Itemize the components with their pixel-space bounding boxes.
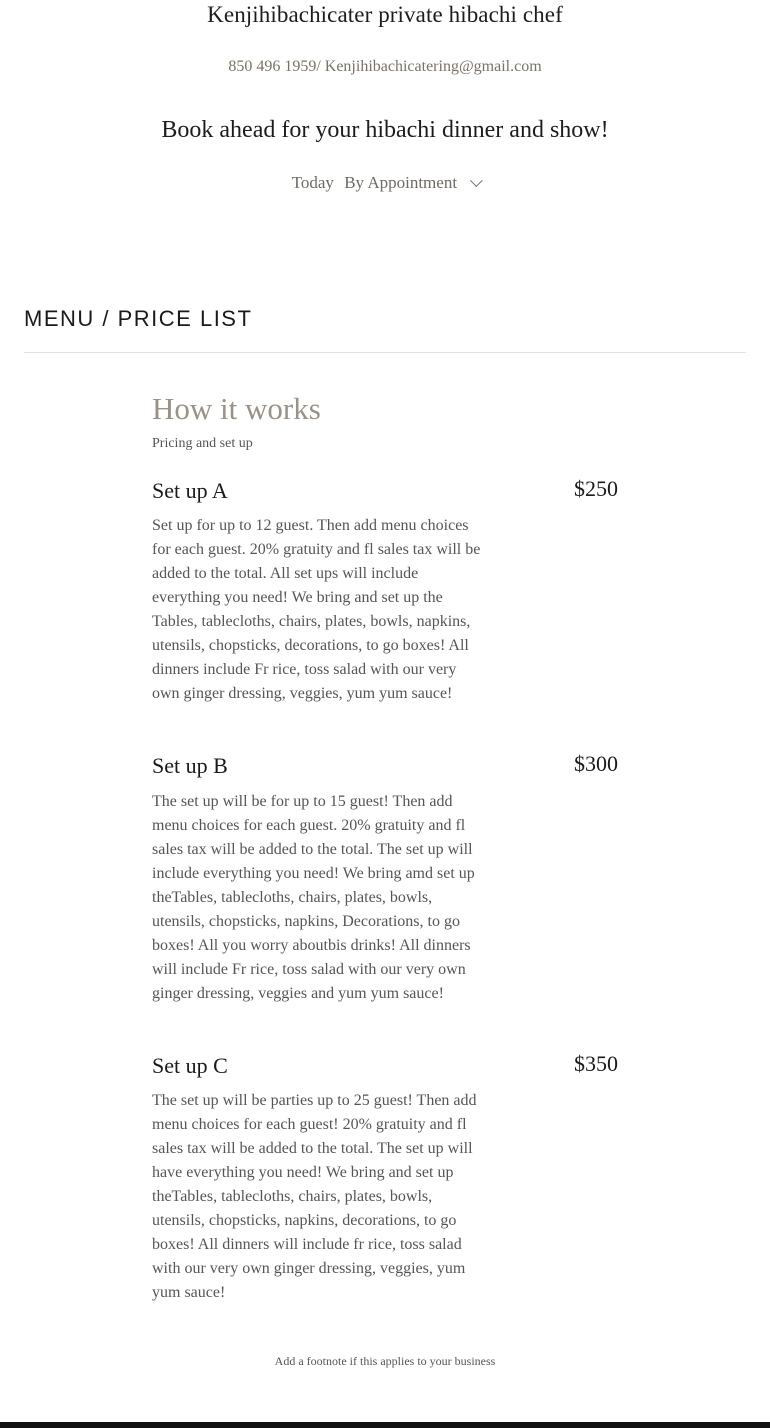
menu-item-price: $300 <box>574 751 618 776</box>
menu-heading: How it works <box>152 391 321 426</box>
menu-footnote: Add a footnote if this applies to your business <box>274 1354 496 1368</box>
bottom-bar <box>0 1422 770 1428</box>
menu-item-description: Set up for up to 12 guest. Then add menu choices for each guest. 20% gratuity and fl sales tax will be added to the total. All set ups will include everything you need! We bring and set up the Tables, tablecloths, chairs, plates, bowls, napkins, utensils, chopsticks, decorations, to go boxes! All dinners include Fr rice, toss salad with our very own ginger dressing, veggies, yum yum sauce! <box>152 517 481 702</box>
menu-item-name: Set up B <box>152 753 228 778</box>
menu-item-price: $350 <box>574 1051 618 1076</box>
menu-item-price: $250 <box>574 476 618 501</box>
section-title: MENU / PRICE LIST <box>24 306 253 331</box>
menu-subheading: Pricing and set up <box>152 436 253 451</box>
hours-dropdown[interactable] <box>0 173 770 193</box>
section-divider <box>24 352 746 353</box>
menu-item-name: Set up A <box>152 478 228 503</box>
contact-line[interactable]: 850 496 1959/ Kenjihibachicatering@gmail.com <box>228 58 542 75</box>
hours-value[interactable]: By Appointment <box>344 173 458 192</box>
book-ahead-heading: Book ahead for your hibachi dinner and show! <box>161 117 609 143</box>
business-title: Kenjihibachicater private hibachi chef <box>207 2 563 27</box>
chevron-down-icon[interactable] <box>470 174 483 187</box>
hours-label: Today <box>291 173 334 192</box>
menu-item-name: Set up C <box>152 1053 228 1078</box>
menu-item-description: The set up will be parties up to 25 guest! Then add menu choices for each guest! 20% gratuity and fl sales tax will be added to the total. The set up will have everything you need! We bring and set up theTables, tablecloths, chairs, plates, bowls, utensils, chopsticks, napkins, decorations, to go boxes! All dinners will include fr rice, toss salad with our very own ginger dressing, veggies, yum yum sauce! <box>152 1092 477 1301</box>
menu-item-description: The set up will be for up to 15 guest! Then add menu choices for each guest. 20% gratuity and fl sales tax will be added to the total. The set up will include everything you need! We bring amd set up theTables, tablecloths, chairs, plates, bowls, utensils, chopsticks, napkins, Decorations, to go boxes! All you worry aboutbis drinks! All dinners will include Fr rice, toss salad with our very own ginger dressing, veggies and yum yum sauce! <box>152 793 475 1002</box>
